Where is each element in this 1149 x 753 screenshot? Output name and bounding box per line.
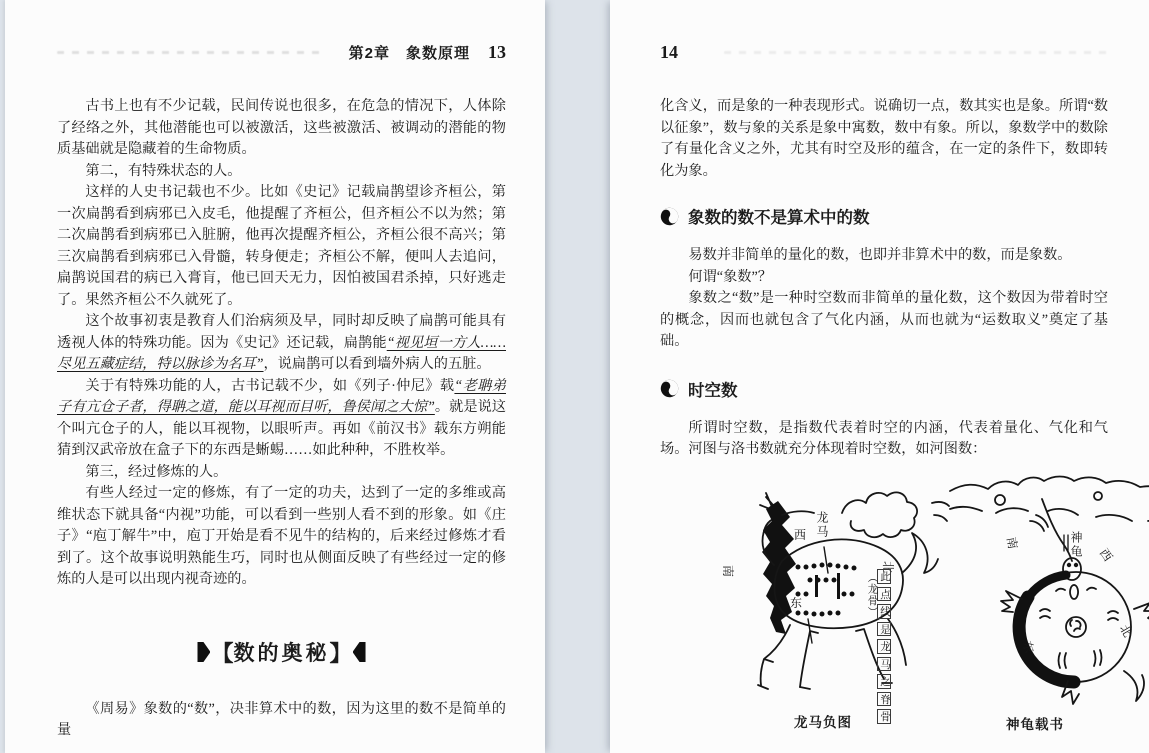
figure-dragon-horse xyxy=(694,473,952,728)
section-heading-1 xyxy=(660,204,1108,228)
paragraph: 易数并非简单的量化的数，也即并非算术中的数，而是象数。 xyxy=(688,247,1072,263)
section-2-body xyxy=(660,418,1108,461)
page-13-header xyxy=(57,0,506,63)
paragraph: 有些人经过一定的修炼，有了一定的功夫，达到了一定的多维或高维状态下就具备“内视”功能，可以看到一些别人看不到的形象。如《庄子》“庖丁解牛”中，庖丁开始是看不见牛的结构的，后来经过修炼才看到了。这个故事说明熟能生巧，同时也从侧面反映了有些经过一定的修炼的人是可以出现内视奇迹的。 xyxy=(57,485,506,587)
figure-label-west: 西 xyxy=(1096,545,1116,564)
figure-label-south: 南 xyxy=(721,564,736,577)
annotation-note: （龙骨） xyxy=(866,571,878,618)
classical-quote: “视见垣一方人……尽见五藏症结，特以脉诊为名耳” xyxy=(57,334,506,372)
figure-row xyxy=(660,473,1136,732)
paragraph: 《周易》象数的“数”，决非算术中的数，因为这里的数不是简单的量 xyxy=(57,700,506,738)
header-rule-artifact xyxy=(57,51,323,54)
taiji-icon xyxy=(660,207,679,226)
page-13 xyxy=(5,0,545,753)
paragraph: 这样的人史书记载也不少。比如《史记》记载扁鹊望诊齐桓公，第一次扁鹊看到病邪已入皮毛，他提醒了齐桓公，但齐桓公不以为然；第二次扁鹊看到病邪已入脏腑，他再次提醒齐桓公，齐桓公很不高兴；第三次扁鹊看到病邪已入骨髓，转身便走；齐桓公不解，便叫人去追问，扁鹊说国君的病已入膏肓，他已回天无力，因怕被国君杀掉，只好逃走了。果然齐桓公不久就死了。 xyxy=(57,184,506,308)
paragraph-text: ，说扁鹊可以看到墙外病人的五脏。 xyxy=(263,356,491,372)
chapter-title: 第2章 象数原理 xyxy=(348,45,470,62)
section-title: 象数的数不是算术中的数 xyxy=(688,209,870,227)
classical-quote: “老聃弟子有亢仓子者，得聃之道，能以耳视而目听，鲁侯闻之大惊” xyxy=(57,377,506,415)
page-13-body xyxy=(57,96,506,591)
figure-label-north: 北 xyxy=(881,560,896,573)
annotation-text: 此点线是龙马之脊骨 xyxy=(879,568,890,726)
ornament-bracket-close: 】 xyxy=(329,640,352,666)
paragraph: 象数之“数”是一种时空数而非简单的量化数，这个数因为带着时空的概念，因而也就包含了气化内涵，从而也就为“运数取义”奠定了基础。 xyxy=(660,290,1108,349)
paragraph xyxy=(57,376,506,462)
paragraph: 所谓时空数，是指数代表着时空的内涵，代表着量化、气化和气场。河图与洛书数就充分体现着时空数，如河图数： xyxy=(660,419,1108,457)
page-14-header xyxy=(660,0,1108,63)
section-title: 数的奥秘 xyxy=(233,642,330,665)
figure-label-dragon-horse: 龙马 xyxy=(815,510,829,539)
figure-turtle xyxy=(948,475,1149,730)
paragraph: 第二，有特殊状态的人。 xyxy=(85,162,242,179)
figure-label-east: 东 xyxy=(1019,638,1037,655)
paragraph-text: 。就是说这个叫亢仓子的人，能以耳视物，以眼听声。再如《前汉书》载东方朔能猜到汉武帝放在盒子下的东西是蜥蜴……如此种种，不胜枚举。 xyxy=(57,399,506,458)
paragraph: 化含义，而是象的一种表现形式。说确切一点，数其实也是象。所谓“数以征象”，数与象的关系是象中寓数，数中有象。所以，象数学中的数除了有量化含义之外，尤其有时空及形的蕴含，在一定的条件下，数即转化为象。 xyxy=(660,98,1108,179)
ornament-bracket-open: 【 xyxy=(211,640,234,666)
page-14-body xyxy=(660,96,1108,182)
section-title: 时空数 xyxy=(688,381,738,400)
section-heading-numbers-mystery xyxy=(57,637,506,668)
section-1-body xyxy=(660,245,1108,353)
paragraph-text: 这个故事初衷是教育人们治病须及早，同时却反映了扁鹊可能具有透视人体的特殊功能。因为《史记》还记载，扁鹊能 xyxy=(57,313,506,351)
figure-label-turtle: 神龟 xyxy=(1069,530,1083,559)
paragraph: 古书上也有不少记载，民间传说也很多，在危急的情况下，人体除了经络之外，其他潜能也可以被激活，这些被激活、被调动的潜能的物质基础就是隐藏着的生命物质。 xyxy=(57,98,506,157)
paragraph-text: 关于有特殊功能的人，古书记载不少，如《列子·仲尼》载 xyxy=(85,377,455,394)
bracket-ornament-icon xyxy=(353,642,366,662)
figure-label-east: 东 xyxy=(790,595,803,610)
page-14 xyxy=(610,0,1149,753)
turtle-illustration xyxy=(948,475,1149,707)
taiji-icon xyxy=(660,379,679,398)
figure-annotation-spine xyxy=(866,568,891,728)
paragraph: 第三，经过修炼的人。 xyxy=(85,463,228,480)
page-number: 14 xyxy=(660,42,678,62)
figure-label-west: 西 xyxy=(794,527,807,542)
paragraph: 何谓“象数”？ xyxy=(688,268,772,285)
header-rule-artifact xyxy=(724,51,1108,54)
figure-label-south: 南 xyxy=(1004,535,1020,550)
paragraph xyxy=(57,311,506,376)
page-number: 13 xyxy=(488,42,506,62)
section-heading-2 xyxy=(660,377,1108,401)
dragon-horse-illustration xyxy=(694,473,952,705)
bracket-ornament-icon xyxy=(197,642,210,662)
figure-caption: 龙马负图 xyxy=(794,714,852,730)
figure-caption: 神龟载书 xyxy=(1006,716,1064,732)
figure-label-north: 北 xyxy=(1116,621,1136,640)
